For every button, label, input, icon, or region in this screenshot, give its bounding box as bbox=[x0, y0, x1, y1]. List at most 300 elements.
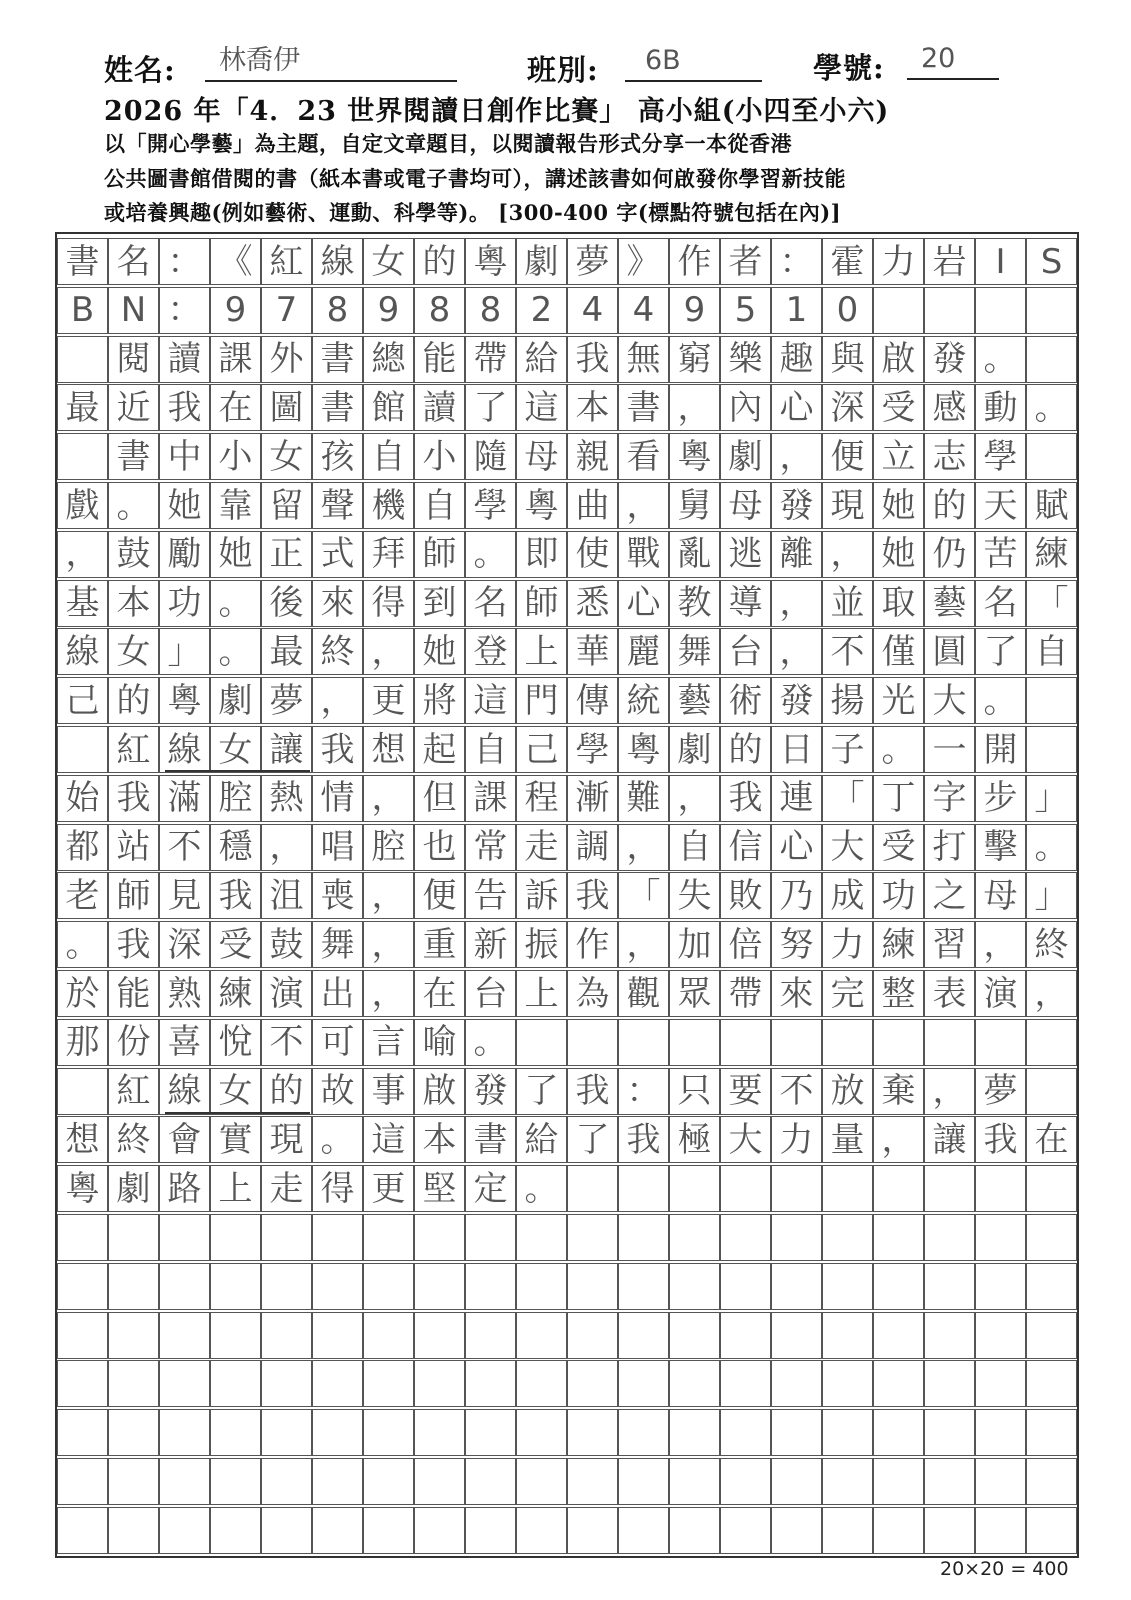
grid-cell[interactable] bbox=[822, 1360, 873, 1407]
grid-cell[interactable]: 作 bbox=[567, 921, 618, 968]
grid-cell[interactable] bbox=[771, 1263, 822, 1310]
grid-cell[interactable]: ， bbox=[1026, 970, 1077, 1017]
grid-cell[interactable] bbox=[1026, 1214, 1077, 1261]
grid-cell[interactable]: 勵 bbox=[159, 531, 210, 578]
grid-cell[interactable] bbox=[1026, 433, 1077, 480]
grid-cell[interactable]: 學 bbox=[567, 726, 618, 773]
grid-cell[interactable] bbox=[822, 1312, 873, 1359]
grid-cell[interactable]: 劇 bbox=[669, 726, 720, 773]
grid-cell[interactable] bbox=[1026, 1019, 1077, 1066]
grid-cell[interactable]: 我 bbox=[210, 872, 261, 919]
grid-cell[interactable] bbox=[57, 1507, 108, 1554]
grid-cell[interactable]: 賦 bbox=[1026, 482, 1077, 529]
grid-cell[interactable] bbox=[363, 1458, 414, 1505]
grid-cell[interactable]: ： bbox=[771, 238, 822, 285]
grid-cell[interactable]: 棄 bbox=[873, 1068, 924, 1115]
grid-cell[interactable]: 我 bbox=[159, 384, 210, 431]
grid-cell[interactable] bbox=[363, 1214, 414, 1261]
grid-cell[interactable] bbox=[159, 1360, 210, 1407]
grid-cell[interactable] bbox=[516, 1360, 567, 1407]
grid-cell[interactable] bbox=[108, 1409, 159, 1456]
grid-cell[interactable]: 發 bbox=[465, 1068, 516, 1115]
grid-cell[interactable] bbox=[1026, 336, 1077, 383]
grid-cell[interactable] bbox=[873, 1019, 924, 1066]
grid-cell[interactable]: 4 bbox=[618, 287, 669, 334]
grid-cell[interactable]: 志 bbox=[924, 433, 975, 480]
grid-cell[interactable] bbox=[414, 1263, 465, 1310]
grid-cell[interactable]: 劇 bbox=[210, 677, 261, 724]
grid-cell[interactable] bbox=[261, 1263, 312, 1310]
grid-cell[interactable] bbox=[465, 1409, 516, 1456]
grid-cell[interactable] bbox=[975, 1312, 1026, 1359]
grid-cell[interactable] bbox=[1026, 287, 1077, 334]
grid-cell[interactable] bbox=[108, 1360, 159, 1407]
grid-cell[interactable]: 她 bbox=[873, 531, 924, 578]
grid-cell[interactable]: 乃 bbox=[771, 872, 822, 919]
grid-cell[interactable]: 鼓 bbox=[261, 921, 312, 968]
grid-cell[interactable]: 我 bbox=[975, 1116, 1026, 1163]
grid-cell[interactable]: 後 bbox=[261, 580, 312, 627]
grid-cell[interactable]: 。 bbox=[210, 628, 261, 675]
grid-cell[interactable] bbox=[873, 1458, 924, 1505]
grid-cell[interactable]: 女 bbox=[363, 238, 414, 285]
grid-cell[interactable] bbox=[720, 1263, 771, 1310]
grid-cell[interactable]: 名 bbox=[108, 238, 159, 285]
grid-cell[interactable]: 。 bbox=[516, 1165, 567, 1212]
grid-cell[interactable]: 這 bbox=[363, 1116, 414, 1163]
grid-cell[interactable]: 放 bbox=[822, 1068, 873, 1115]
grid-cell[interactable]: 粵 bbox=[516, 482, 567, 529]
grid-cell[interactable] bbox=[822, 1409, 873, 1456]
name-field[interactable]: 林喬伊 bbox=[205, 44, 457, 82]
grid-cell[interactable]: 課 bbox=[465, 775, 516, 822]
grid-cell[interactable]: 名 bbox=[975, 580, 1026, 627]
grid-cell[interactable] bbox=[57, 1360, 108, 1407]
grid-cell[interactable]: 本 bbox=[567, 384, 618, 431]
grid-cell[interactable] bbox=[873, 1409, 924, 1456]
grid-cell[interactable]: ， bbox=[618, 921, 669, 968]
grid-cell[interactable] bbox=[720, 1019, 771, 1066]
grid-cell[interactable]: 子 bbox=[822, 726, 873, 773]
grid-cell[interactable]: 我 bbox=[618, 1116, 669, 1163]
grid-cell[interactable]: 都 bbox=[57, 824, 108, 871]
grid-cell[interactable] bbox=[516, 1214, 567, 1261]
grid-cell[interactable] bbox=[465, 1360, 516, 1407]
grid-cell[interactable] bbox=[567, 1263, 618, 1310]
grid-cell[interactable]: 老 bbox=[57, 872, 108, 919]
grid-cell[interactable]: 得 bbox=[363, 580, 414, 627]
grid-cell[interactable]: 的 bbox=[924, 482, 975, 529]
grid-cell[interactable] bbox=[312, 1458, 363, 1505]
grid-cell[interactable]: 我 bbox=[108, 921, 159, 968]
grid-cell[interactable] bbox=[771, 1360, 822, 1407]
grid-cell[interactable] bbox=[720, 1214, 771, 1261]
grid-cell[interactable]: 天 bbox=[975, 482, 1026, 529]
grid-cell[interactable]: 始 bbox=[57, 775, 108, 822]
grid-cell[interactable] bbox=[261, 1507, 312, 1554]
grid-cell[interactable] bbox=[771, 1507, 822, 1554]
grid-cell[interactable]: 不 bbox=[771, 1068, 822, 1115]
grid-cell[interactable]: 她 bbox=[159, 482, 210, 529]
grid-cell[interactable] bbox=[363, 1263, 414, 1310]
grid-cell[interactable]: 。 bbox=[975, 336, 1026, 383]
grid-cell[interactable] bbox=[771, 1312, 822, 1359]
grid-cell[interactable]: 之 bbox=[924, 872, 975, 919]
grid-cell[interactable]: 9 bbox=[210, 287, 261, 334]
grid-cell[interactable]: 眾 bbox=[669, 970, 720, 1017]
grid-cell[interactable]: 近 bbox=[108, 384, 159, 431]
grid-cell[interactable]: 小 bbox=[414, 433, 465, 480]
grid-cell[interactable]: 僅 bbox=[873, 628, 924, 675]
grid-cell[interactable] bbox=[159, 1409, 210, 1456]
grid-cell[interactable] bbox=[363, 1360, 414, 1407]
grid-cell[interactable] bbox=[108, 1507, 159, 1554]
grid-cell[interactable]: ， bbox=[363, 628, 414, 675]
grid-cell[interactable]: 發 bbox=[924, 336, 975, 383]
grid-cell[interactable] bbox=[924, 1165, 975, 1212]
grid-cell[interactable]: 傳 bbox=[567, 677, 618, 724]
grid-cell[interactable]: 調 bbox=[567, 824, 618, 871]
grid-cell[interactable]: 讓 bbox=[261, 726, 312, 773]
grid-cell[interactable]: 在 bbox=[1026, 1116, 1077, 1163]
grid-cell[interactable]: 言 bbox=[363, 1019, 414, 1066]
grid-cell[interactable]: 自 bbox=[465, 726, 516, 773]
grid-cell[interactable]: 5 bbox=[720, 287, 771, 334]
grid-cell[interactable]: 課 bbox=[210, 336, 261, 383]
grid-cell[interactable]: 更 bbox=[363, 677, 414, 724]
grid-cell[interactable]: 霍 bbox=[822, 238, 873, 285]
grid-cell[interactable]: 字 bbox=[924, 775, 975, 822]
grid-cell[interactable]: 訴 bbox=[516, 872, 567, 919]
grid-cell[interactable] bbox=[567, 1312, 618, 1359]
grid-cell[interactable] bbox=[567, 1409, 618, 1456]
grid-cell[interactable]: 丁 bbox=[873, 775, 924, 822]
grid-cell[interactable] bbox=[975, 1019, 1026, 1066]
grid-cell[interactable]: 紅 bbox=[261, 238, 312, 285]
grid-cell[interactable]: 正 bbox=[261, 531, 312, 578]
grid-cell[interactable]: 站 bbox=[108, 824, 159, 871]
grid-cell[interactable] bbox=[210, 1312, 261, 1359]
grid-cell[interactable] bbox=[516, 1263, 567, 1310]
grid-cell[interactable] bbox=[57, 1409, 108, 1456]
grid-cell[interactable]: 在 bbox=[414, 970, 465, 1017]
grid-cell[interactable]: 努 bbox=[771, 921, 822, 968]
grid-cell[interactable]: 戲 bbox=[57, 482, 108, 529]
grid-cell[interactable]: 唱 bbox=[312, 824, 363, 871]
grid-cell[interactable]: 開 bbox=[975, 726, 1026, 773]
grid-cell[interactable]: 0 bbox=[822, 287, 873, 334]
grid-cell[interactable] bbox=[873, 1165, 924, 1212]
grid-cell[interactable]: 岩 bbox=[924, 238, 975, 285]
grid-cell[interactable] bbox=[924, 1312, 975, 1359]
grid-cell[interactable] bbox=[1026, 1165, 1077, 1212]
grid-cell[interactable]: ： bbox=[618, 1068, 669, 1115]
grid-cell[interactable]: 夢 bbox=[567, 238, 618, 285]
grid-cell[interactable]: 粵 bbox=[465, 238, 516, 285]
grid-cell[interactable] bbox=[669, 1165, 720, 1212]
grid-cell[interactable] bbox=[261, 1458, 312, 1505]
grid-cell[interactable] bbox=[720, 1360, 771, 1407]
grid-cell[interactable] bbox=[873, 287, 924, 334]
grid-cell[interactable]: 見 bbox=[159, 872, 210, 919]
grid-cell[interactable] bbox=[516, 1507, 567, 1554]
grid-cell[interactable] bbox=[1026, 1458, 1077, 1505]
grid-cell[interactable] bbox=[771, 1214, 822, 1261]
grid-cell[interactable]: 深 bbox=[159, 921, 210, 968]
grid-cell[interactable]: 喜 bbox=[159, 1019, 210, 1066]
grid-cell[interactable]: 離 bbox=[771, 531, 822, 578]
grid-cell[interactable]: 藝 bbox=[924, 580, 975, 627]
grid-cell[interactable] bbox=[261, 1360, 312, 1407]
grid-cell[interactable]: 線 bbox=[312, 238, 363, 285]
grid-cell[interactable]: I bbox=[975, 238, 1026, 285]
grid-cell[interactable]: 《 bbox=[210, 238, 261, 285]
grid-cell[interactable]: 但 bbox=[414, 775, 465, 822]
grid-cell[interactable] bbox=[924, 1214, 975, 1261]
grid-cell[interactable]: 堅 bbox=[414, 1165, 465, 1212]
grid-cell[interactable]: 我 bbox=[567, 336, 618, 383]
grid-cell[interactable]: ， bbox=[363, 872, 414, 919]
grid-cell[interactable]: 舞 bbox=[669, 628, 720, 675]
grid-cell[interactable]: 受 bbox=[873, 384, 924, 431]
grid-cell[interactable]: 發 bbox=[771, 482, 822, 529]
grid-cell[interactable]: 要 bbox=[720, 1068, 771, 1115]
grid-cell[interactable] bbox=[363, 1409, 414, 1456]
grid-cell[interactable]: 「 bbox=[822, 775, 873, 822]
grid-cell[interactable]: 在 bbox=[210, 384, 261, 431]
grid-cell[interactable] bbox=[465, 1507, 516, 1554]
grid-cell[interactable]: 於 bbox=[57, 970, 108, 1017]
grid-cell[interactable]: 劇 bbox=[108, 1165, 159, 1212]
grid-cell[interactable]: 喻 bbox=[414, 1019, 465, 1066]
grid-cell[interactable]: 粵 bbox=[57, 1165, 108, 1212]
grid-cell[interactable]: 現 bbox=[822, 482, 873, 529]
grid-cell[interactable] bbox=[57, 1312, 108, 1359]
grid-cell[interactable]: 心 bbox=[771, 384, 822, 431]
grid-cell[interactable]: 大 bbox=[822, 824, 873, 871]
grid-cell[interactable]: 現 bbox=[261, 1116, 312, 1163]
grid-cell[interactable]: 隨 bbox=[465, 433, 516, 480]
grid-cell[interactable]: B bbox=[57, 287, 108, 334]
grid-cell[interactable]: 沮 bbox=[261, 872, 312, 919]
grid-cell[interactable] bbox=[414, 1409, 465, 1456]
grid-cell[interactable]: 書 bbox=[108, 433, 159, 480]
grid-cell[interactable] bbox=[924, 1409, 975, 1456]
grid-cell[interactable] bbox=[975, 287, 1026, 334]
grid-cell[interactable]: 苦 bbox=[975, 531, 1026, 578]
grid-cell[interactable]: 腔 bbox=[210, 775, 261, 822]
grid-cell[interactable] bbox=[1026, 1068, 1077, 1115]
grid-cell[interactable]: 書 bbox=[57, 238, 108, 285]
grid-cell[interactable]: 。 bbox=[210, 580, 261, 627]
grid-cell[interactable]: 受 bbox=[873, 824, 924, 871]
grid-cell[interactable] bbox=[210, 1409, 261, 1456]
grid-cell[interactable]: 教 bbox=[669, 580, 720, 627]
grid-cell[interactable]: 門 bbox=[516, 677, 567, 724]
grid-cell[interactable]: 給 bbox=[516, 336, 567, 383]
grid-cell[interactable]: 觀 bbox=[618, 970, 669, 1017]
grid-cell[interactable]: 演 bbox=[261, 970, 312, 1017]
grid-cell[interactable]: 夢 bbox=[975, 1068, 1026, 1115]
grid-cell[interactable] bbox=[567, 1458, 618, 1505]
grid-cell[interactable] bbox=[312, 1409, 363, 1456]
grid-cell[interactable]: 這 bbox=[465, 677, 516, 724]
grid-cell[interactable] bbox=[414, 1458, 465, 1505]
grid-cell[interactable]: 想 bbox=[363, 726, 414, 773]
grid-cell[interactable] bbox=[873, 1214, 924, 1261]
grid-cell[interactable]: ： bbox=[159, 287, 210, 334]
grid-cell[interactable]: 練 bbox=[210, 970, 261, 1017]
grid-cell[interactable] bbox=[414, 1214, 465, 1261]
grid-cell[interactable]: 台 bbox=[465, 970, 516, 1017]
grid-cell[interactable]: 即 bbox=[516, 531, 567, 578]
grid-cell[interactable]: 實 bbox=[210, 1116, 261, 1163]
grid-cell[interactable] bbox=[261, 1214, 312, 1261]
grid-cell[interactable]: 師 bbox=[516, 580, 567, 627]
grid-cell[interactable]: ： bbox=[159, 238, 210, 285]
grid-cell[interactable]: 圖 bbox=[261, 384, 312, 431]
grid-cell[interactable]: ， bbox=[363, 775, 414, 822]
grid-cell[interactable]: 更 bbox=[363, 1165, 414, 1212]
grid-cell[interactable]: 9 bbox=[669, 287, 720, 334]
grid-cell[interactable]: 悉 bbox=[567, 580, 618, 627]
grid-cell[interactable]: 走 bbox=[261, 1165, 312, 1212]
grid-cell[interactable] bbox=[618, 1165, 669, 1212]
grid-cell[interactable] bbox=[975, 1409, 1026, 1456]
grid-cell[interactable]: 故 bbox=[312, 1068, 363, 1115]
grid-cell[interactable] bbox=[108, 1312, 159, 1359]
grid-cell[interactable] bbox=[312, 1360, 363, 1407]
grid-cell[interactable]: 了 bbox=[975, 628, 1026, 675]
grid-cell[interactable]: 連 bbox=[771, 775, 822, 822]
grid-cell[interactable]: 便 bbox=[414, 872, 465, 919]
grid-cell[interactable] bbox=[1026, 726, 1077, 773]
grid-cell[interactable]: 圓 bbox=[924, 628, 975, 675]
grid-cell[interactable]: 式 bbox=[312, 531, 363, 578]
grid-cell[interactable]: 心 bbox=[771, 824, 822, 871]
grid-cell[interactable]: 者 bbox=[720, 238, 771, 285]
grid-cell[interactable] bbox=[975, 1360, 1026, 1407]
grid-cell[interactable]: 母 bbox=[516, 433, 567, 480]
grid-cell[interactable]: 功 bbox=[159, 580, 210, 627]
grid-cell[interactable] bbox=[720, 1507, 771, 1554]
grid-cell[interactable] bbox=[414, 1360, 465, 1407]
grid-cell[interactable]: 也 bbox=[414, 824, 465, 871]
grid-cell[interactable]: 動 bbox=[975, 384, 1026, 431]
grid-cell[interactable]: ， bbox=[312, 677, 363, 724]
grid-cell[interactable] bbox=[669, 1360, 720, 1407]
grid-cell[interactable] bbox=[924, 1507, 975, 1554]
grid-cell[interactable]: 的 bbox=[720, 726, 771, 773]
grid-cell[interactable] bbox=[822, 1507, 873, 1554]
grid-cell[interactable]: 學 bbox=[465, 482, 516, 529]
grid-cell[interactable]: 不 bbox=[159, 824, 210, 871]
grid-cell[interactable]: 打 bbox=[924, 824, 975, 871]
grid-cell[interactable]: 這 bbox=[516, 384, 567, 431]
grid-cell[interactable] bbox=[669, 1019, 720, 1066]
grid-cell[interactable]: 新 bbox=[465, 921, 516, 968]
grid-cell[interactable]: 總 bbox=[363, 336, 414, 383]
grid-cell[interactable] bbox=[108, 1263, 159, 1310]
grid-cell[interactable]: 1 bbox=[771, 287, 822, 334]
grid-cell[interactable] bbox=[924, 1019, 975, 1066]
grid-cell[interactable]: 劇 bbox=[516, 238, 567, 285]
grid-cell[interactable]: ， bbox=[924, 1068, 975, 1115]
grid-cell[interactable]: 逃 bbox=[720, 531, 771, 578]
grid-cell[interactable]: 我 bbox=[312, 726, 363, 773]
grid-cell[interactable]: N bbox=[108, 287, 159, 334]
grid-cell[interactable] bbox=[771, 1458, 822, 1505]
grid-cell[interactable]: 4 bbox=[567, 287, 618, 334]
grid-cell[interactable] bbox=[57, 1214, 108, 1261]
grid-cell[interactable]: 那 bbox=[57, 1019, 108, 1066]
grid-cell[interactable]: 粵 bbox=[159, 677, 210, 724]
grid-cell[interactable]: 大 bbox=[924, 677, 975, 724]
grid-cell[interactable]: 便 bbox=[822, 433, 873, 480]
grid-cell[interactable]: 」 bbox=[1026, 872, 1077, 919]
grid-cell[interactable]: 難 bbox=[618, 775, 669, 822]
grid-cell[interactable]: 己 bbox=[57, 677, 108, 724]
grid-cell[interactable]: 練 bbox=[1026, 531, 1077, 578]
grid-cell[interactable]: 學 bbox=[975, 433, 1026, 480]
grid-cell[interactable]: ， bbox=[618, 482, 669, 529]
grid-cell[interactable]: 閱 bbox=[108, 336, 159, 383]
grid-cell[interactable]: 最 bbox=[261, 628, 312, 675]
grid-cell[interactable]: 帶 bbox=[720, 970, 771, 1017]
grid-cell[interactable]: 華 bbox=[567, 628, 618, 675]
grid-cell[interactable] bbox=[1026, 1312, 1077, 1359]
grid-cell[interactable]: 份 bbox=[108, 1019, 159, 1066]
grid-cell[interactable]: 的 bbox=[108, 677, 159, 724]
grid-cell[interactable]: 只 bbox=[669, 1068, 720, 1115]
grid-cell[interactable] bbox=[516, 1409, 567, 1456]
grid-cell[interactable]: ， bbox=[873, 1116, 924, 1163]
grid-cell[interactable] bbox=[261, 1312, 312, 1359]
grid-cell[interactable]: 力 bbox=[873, 238, 924, 285]
grid-cell[interactable]: 為 bbox=[567, 970, 618, 1017]
grid-cell[interactable]: 。 bbox=[1026, 384, 1077, 431]
grid-cell[interactable] bbox=[822, 1458, 873, 1505]
grid-cell[interactable]: 。 bbox=[975, 677, 1026, 724]
grid-cell[interactable]: 母 bbox=[975, 872, 1026, 919]
grid-cell[interactable]: 名 bbox=[465, 580, 516, 627]
grid-cell[interactable]: 得 bbox=[312, 1165, 363, 1212]
grid-cell[interactable]: 。 bbox=[465, 1019, 516, 1066]
grid-cell[interactable] bbox=[822, 1263, 873, 1310]
grid-cell[interactable]: 了 bbox=[516, 1068, 567, 1115]
grid-cell[interactable]: 倍 bbox=[720, 921, 771, 968]
grid-cell[interactable] bbox=[465, 1312, 516, 1359]
grid-cell[interactable]: 樂 bbox=[720, 336, 771, 383]
grid-cell[interactable] bbox=[618, 1312, 669, 1359]
grid-cell[interactable]: 親 bbox=[567, 433, 618, 480]
grid-cell[interactable]: 舅 bbox=[669, 482, 720, 529]
grid-cell[interactable] bbox=[210, 1214, 261, 1261]
grid-cell[interactable]: ， bbox=[669, 384, 720, 431]
grid-cell[interactable]: 己 bbox=[516, 726, 567, 773]
grid-cell[interactable]: 曲 bbox=[567, 482, 618, 529]
grid-cell[interactable] bbox=[975, 1507, 1026, 1554]
grid-cell[interactable]: 靠 bbox=[210, 482, 261, 529]
grid-cell[interactable]: 信 bbox=[720, 824, 771, 871]
grid-cell[interactable]: 孩 bbox=[312, 433, 363, 480]
grid-cell[interactable]: 台 bbox=[720, 628, 771, 675]
grid-cell[interactable]: 。 bbox=[465, 531, 516, 578]
grid-cell[interactable] bbox=[57, 1458, 108, 1505]
grid-cell[interactable]: 心 bbox=[618, 580, 669, 627]
grid-cell[interactable]: 啟 bbox=[414, 1068, 465, 1115]
grid-cell[interactable] bbox=[669, 1263, 720, 1310]
